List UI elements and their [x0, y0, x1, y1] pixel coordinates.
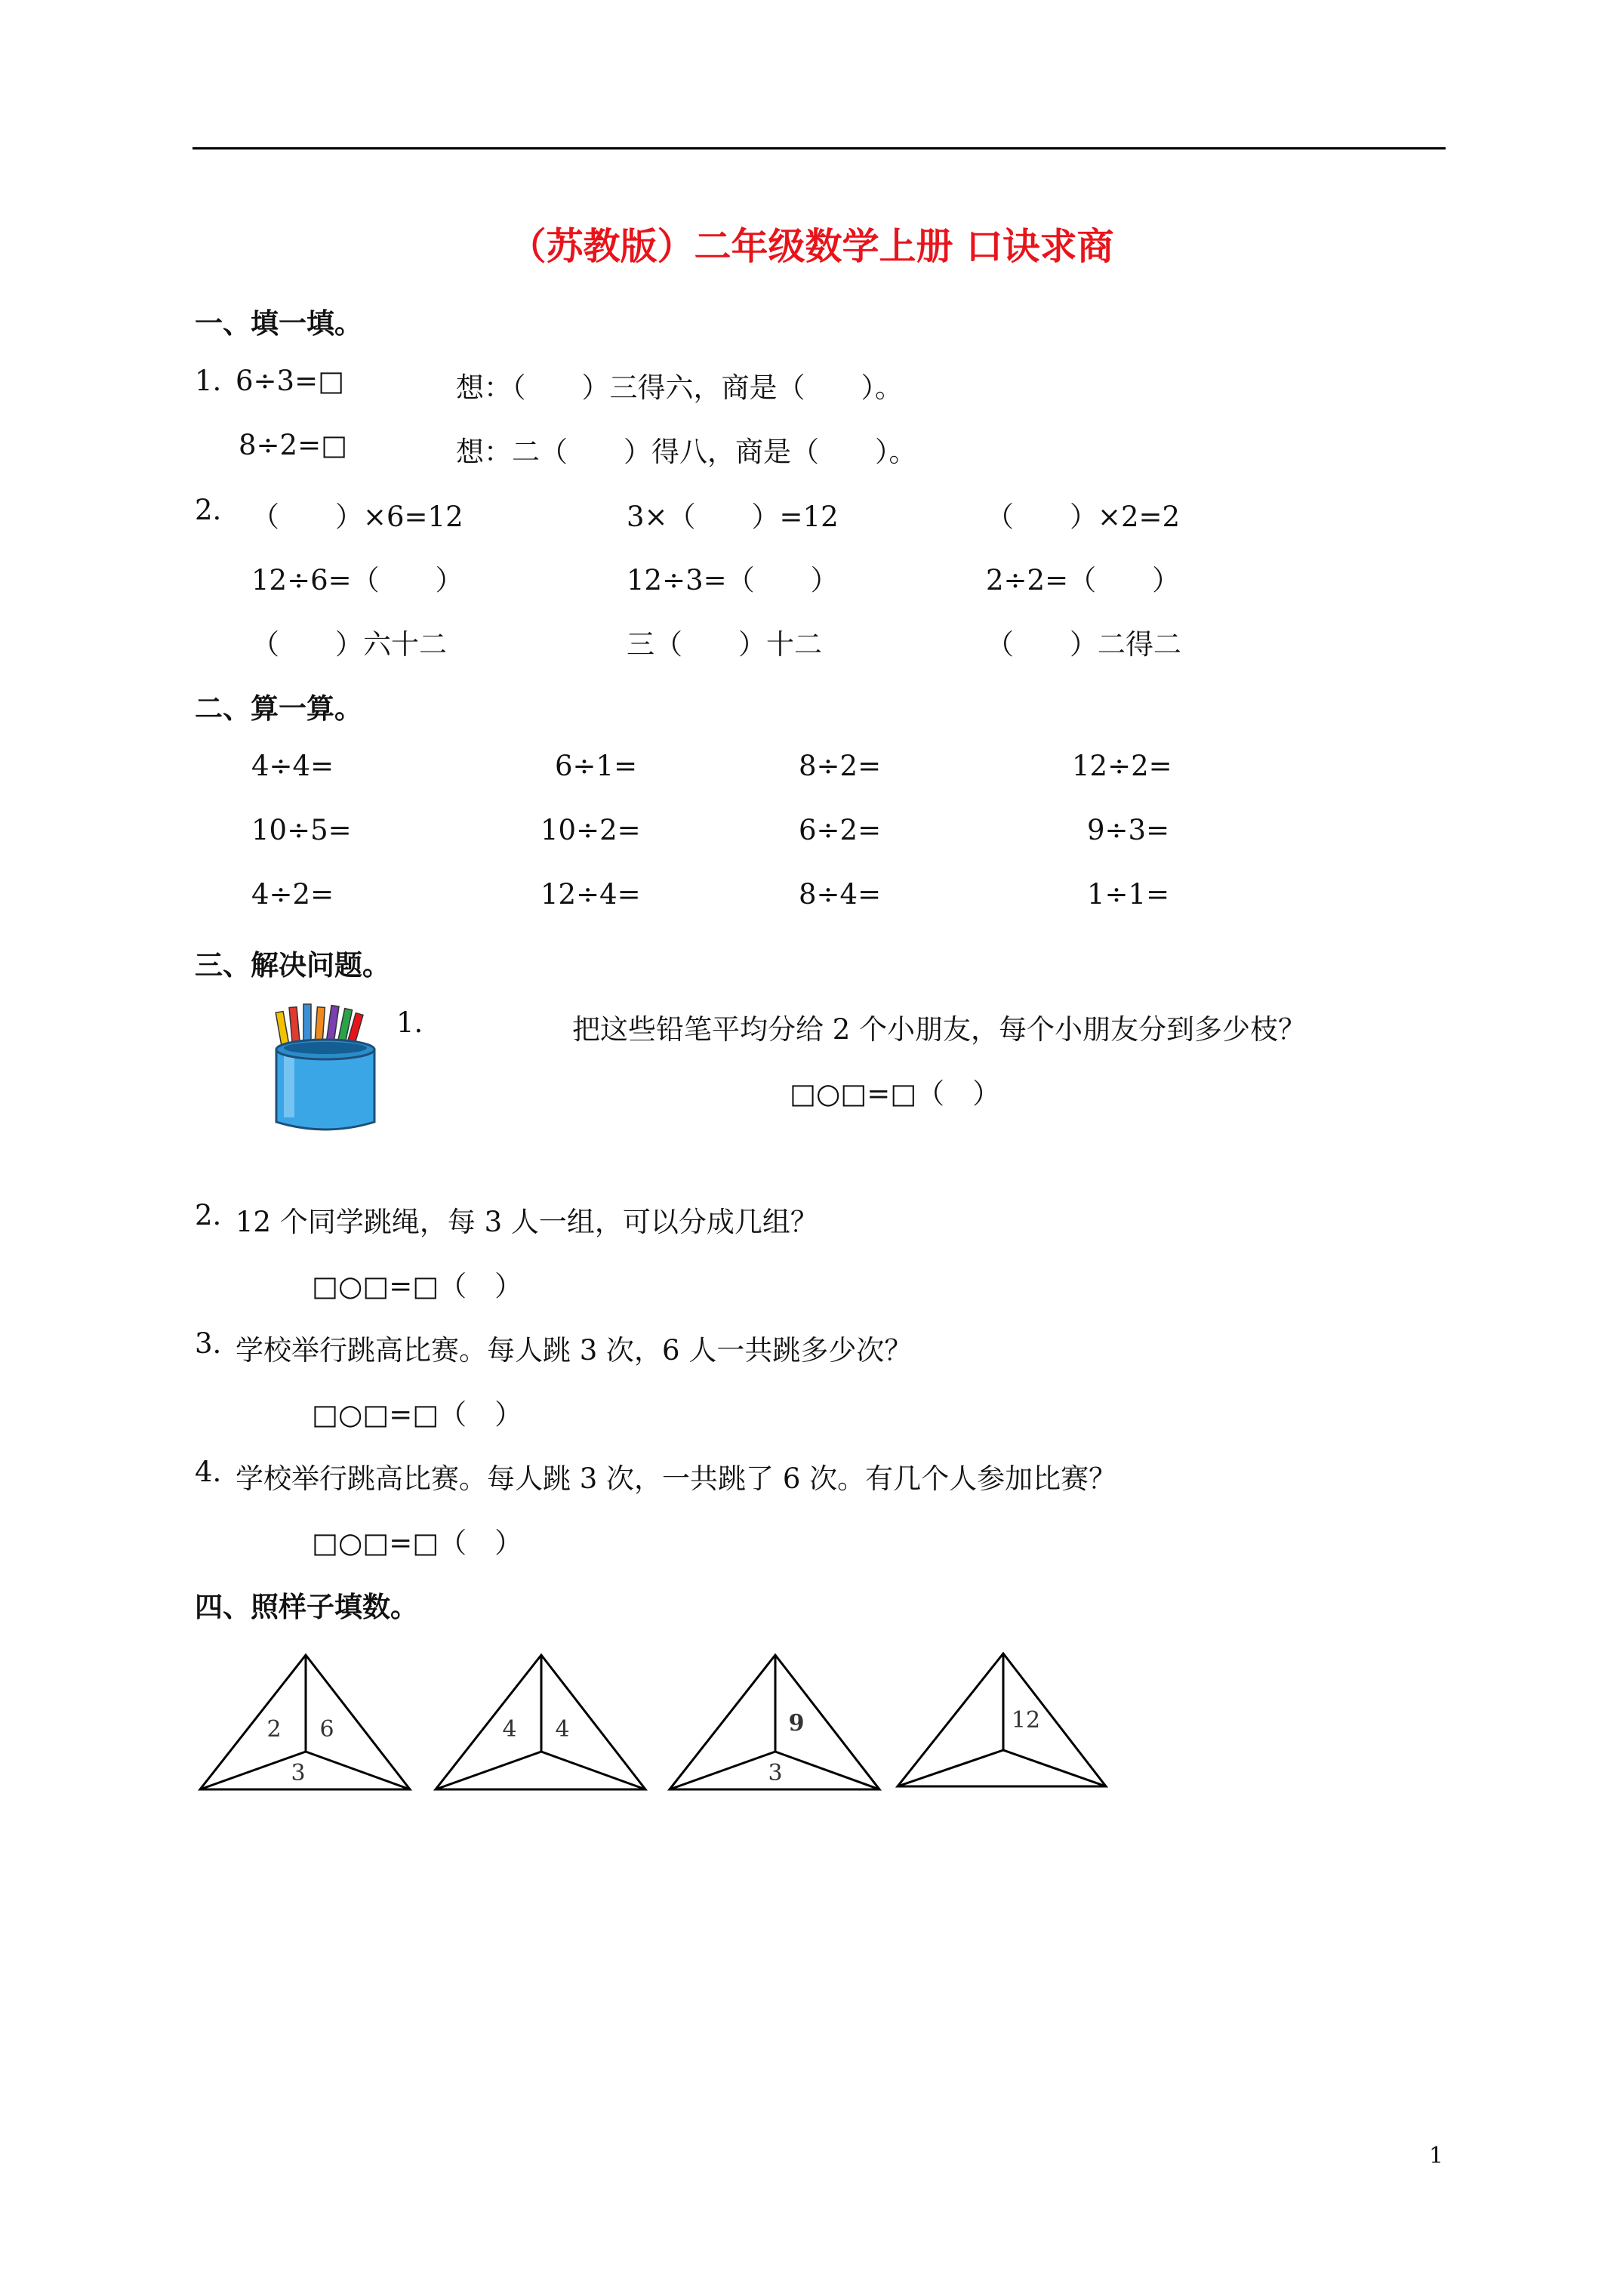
problem-4-formula: □○□=□（ ） — [312, 1527, 523, 1559]
q2-cell: （ ）×6=12 — [251, 501, 463, 533]
section-3-heading: 三、解决问题。 — [195, 948, 390, 982]
calc-item: 9÷3= — [1087, 814, 1170, 846]
triangle-1-right: 6 — [319, 1716, 334, 1743]
header-rule — [192, 147, 1446, 149]
triangle-1-left: 2 — [266, 1716, 282, 1743]
q2-cell: 12÷3=（ ） — [627, 564, 839, 596]
problem-2-formula: □○□=□（ ） — [312, 1270, 523, 1302]
pencil-cup-icon — [266, 1003, 385, 1139]
calc-item: 10÷5= — [251, 814, 352, 846]
triangle-puzzles — [192, 1646, 1129, 1797]
problem-3-formula: □○□=□（ ） — [312, 1398, 523, 1431]
q2-cell: 三（ ）十二 — [627, 628, 822, 661]
section-2-heading: 二、算一算。 — [195, 692, 362, 725]
triangle-2-left: 4 — [502, 1716, 517, 1743]
triangle-4 — [898, 1653, 1106, 1786]
problem-1-formula: □○□=□（ ） — [790, 1077, 1001, 1110]
triangle-3-bottom: 3 — [768, 1760, 783, 1786]
problem-4-label: 4. — [195, 1456, 222, 1488]
problem-3-label: 3. — [195, 1327, 222, 1360]
q2-cell: （ ）二得二 — [986, 628, 1181, 661]
triangle-1-bottom: 3 — [291, 1760, 306, 1786]
section-4-heading: 四、照样子填数。 — [195, 1590, 418, 1623]
q1b-expression: 8÷2=□ — [239, 429, 348, 461]
calc-item: 12÷4= — [540, 878, 641, 911]
q2-cell: 3×（ ）=12 — [627, 501, 839, 533]
triangle-2-right: 4 — [555, 1716, 570, 1743]
calc-item: 4÷2= — [251, 878, 334, 911]
page-number: 1 — [1429, 2143, 1444, 2169]
calc-item: 1÷1= — [1087, 878, 1170, 911]
calc-item: 4÷4= — [251, 750, 334, 782]
problem-2-label: 2. — [195, 1199, 222, 1231]
triangle-3-right: 9 — [788, 1710, 805, 1737]
calc-item: 6÷1= — [555, 750, 638, 782]
q2-cell: （ ）六十二 — [251, 628, 447, 661]
q2-cell: 2÷2=（ ） — [986, 564, 1181, 596]
q1-label: 1. — [195, 365, 222, 397]
problem-2-text: 12 个同学跳绳，每 3 人一组，可以分成几组？ — [236, 1206, 818, 1238]
section-1-heading: 一、填一填。 — [195, 307, 362, 340]
problem-1-label: 1. — [396, 1006, 423, 1039]
calc-item: 8÷4= — [799, 878, 882, 911]
page-title: （苏教版）二年级数学上册 口诀求商 — [509, 224, 1114, 268]
calc-item: 10÷2= — [540, 814, 641, 846]
q1b-hint: 想：二（ ）得八，商是（ ）。 — [456, 436, 917, 468]
q1a-expression: 6÷3=□ — [236, 365, 345, 397]
q2-cell: 12÷6=（ ） — [251, 564, 463, 596]
problem-1-text: 把这些铅笔平均分给 2 个小朋友，每个小朋友分到多少枝？ — [572, 1013, 1307, 1046]
q1a-hint: 想：（ ）三得六，商是（ ）。 — [456, 371, 903, 404]
q2-label: 2. — [195, 494, 222, 526]
problem-4-text: 学校举行跳高比赛。每人跳 3 次，一共跳了 6 次。有几个人参加比赛？ — [236, 1462, 1117, 1495]
problem-3-text: 学校举行跳高比赛。每人跳 3 次，6 人一共跳多少次？ — [236, 1334, 913, 1367]
calc-item: 6÷2= — [799, 814, 882, 846]
triangle-4-right: 12 — [1011, 1707, 1041, 1734]
calc-item: 12÷2= — [1072, 750, 1172, 782]
calc-item: 8÷2= — [799, 750, 882, 782]
triangle-2 — [436, 1655, 645, 1789]
q2-cell: （ ）×2=2 — [986, 501, 1181, 533]
